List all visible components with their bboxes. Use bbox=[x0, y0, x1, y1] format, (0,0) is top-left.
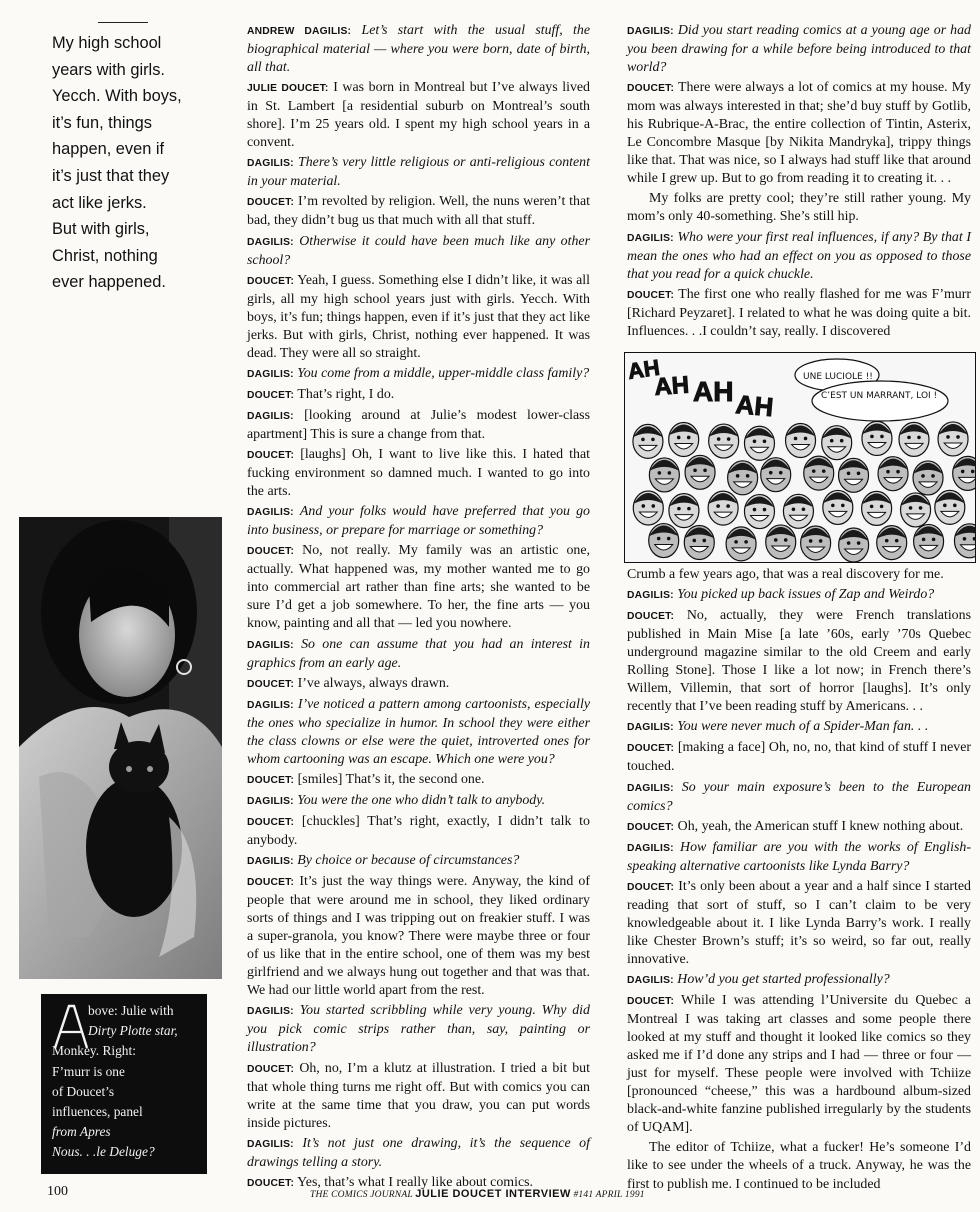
interview-question bbox=[247, 1135, 590, 1172]
footer-issue: #141 APRIL 1991 bbox=[573, 1190, 645, 1200]
speaker-label: DOUCET: bbox=[247, 816, 295, 828]
crowd-figure bbox=[708, 491, 738, 525]
speech-text: I’ve always, always drawn. bbox=[297, 675, 450, 691]
interview-question bbox=[627, 22, 971, 77]
speech-text: Yes, that’s what I really like about comics. bbox=[297, 1174, 533, 1190]
speaker-label: DOUCET: bbox=[627, 821, 675, 833]
interview-answer bbox=[247, 813, 590, 850]
shout-2: AH bbox=[653, 371, 691, 401]
interview-question bbox=[627, 779, 971, 816]
speech-text: So one can assume that you had an interest in graphics from an early age. bbox=[247, 636, 590, 671]
fmurr-comic-panel bbox=[624, 352, 976, 563]
speech-text: So your main exposure’s been to the European comics? bbox=[627, 779, 971, 814]
speaker-label: DOUCET: bbox=[627, 996, 675, 1008]
speaker-label: JULIE DOUCET: bbox=[247, 83, 329, 95]
speaker-label: DAGILIS: bbox=[627, 26, 674, 37]
speech-text: It’s just the way things were. Anyway, the kind of people that were around me in school, they liked ordinary sorts of things and I was tripping out on freakier stuff. I was a super-granola, you know? There were maybe three or four of us like that in the entire school, one of them was my best girlfriend and we always hung out together and that was that. We had our little world apart from the rest. bbox=[247, 874, 590, 999]
pullquote-line: years with girls. bbox=[52, 60, 165, 79]
interview-answer bbox=[247, 79, 590, 152]
speaker-label: DOUCET: bbox=[627, 611, 675, 623]
speech-text: By choice or because of circumstances? bbox=[297, 853, 520, 869]
interview-answer bbox=[247, 193, 590, 230]
speech-text: How familiar are you with the works of English-speaking alternative cartoonists like Lynda Barry? bbox=[627, 839, 971, 874]
interview-answer bbox=[247, 407, 590, 444]
crowd-figure bbox=[935, 490, 965, 524]
crowd-figure bbox=[823, 490, 853, 524]
speech-text: You were the one who didn’t talk to anybody. bbox=[297, 792, 546, 808]
footer-title: JULIE DOUCET INTERVIEW bbox=[415, 1188, 571, 1200]
interview-question bbox=[627, 229, 971, 284]
speech-text: There’s very little religious or anti-religious content in your material. bbox=[247, 155, 590, 190]
speech-text: You picked up back issues of Zap and Weirdo? bbox=[677, 587, 935, 603]
interview-question bbox=[627, 971, 971, 990]
speaker-label: DAGILIS: bbox=[247, 1006, 294, 1018]
crowd-figure bbox=[801, 526, 831, 560]
interview-answer bbox=[627, 79, 971, 188]
page-number: 100 bbox=[47, 1184, 68, 1199]
speech-text: I’m revolted by religion. Well, the nuns weren’t that bad, they didn’t bug us that much with all that stuff. bbox=[247, 194, 590, 229]
shout-4: AH bbox=[734, 389, 775, 423]
speech-text: It’s only been about a year and a half since I started reading that sort of stuff, so I can’t claim to be very knowledgeable about it. I like Lynda Barry’s work. I really like Chester Brown’s stuff; it’s so weird, so far out, really innovative. bbox=[627, 878, 971, 967]
crowd-figure bbox=[804, 456, 834, 490]
interview-answer bbox=[247, 446, 590, 501]
speech-text: While I was attending l’Universite du Quebec a Montreal I was taking art classes and some people there looked at my stuff and thought it looked like comics so they asked me if I’d done any strips and I had — three or four — just for myself. These people were involved with Tchiize [pronounced “cheese,” this was a hardbound album-sized black-and-white fanzine published irregularly by the students of UQAM]. bbox=[627, 993, 971, 1136]
interview-answer bbox=[627, 818, 971, 837]
interview-answer bbox=[627, 878, 971, 969]
running-footer bbox=[310, 1188, 645, 1200]
speech-text: The editor of Tchiize, what a fucker! He’s someone I’d like to see under the wheels of a truck. Anyway, he was the first to publish me. I continued to be included bbox=[627, 1140, 971, 1192]
balloon-bottom: C’EST UN MARRANT, LOI ! bbox=[821, 391, 938, 401]
pullquote-line: Christ, nothing bbox=[52, 246, 158, 265]
caption-text bbox=[52, 1001, 202, 1163]
speech-text: You come from a middle, upper-middle class family? bbox=[297, 365, 590, 381]
interview-answer bbox=[627, 739, 971, 776]
speech-text: That’s right, I do. bbox=[297, 386, 395, 402]
crowd-figure bbox=[728, 461, 758, 495]
speaker-label: DAGILIS: bbox=[627, 722, 674, 734]
interview-question bbox=[247, 233, 590, 270]
speaker-label: DAGILIS: bbox=[247, 1138, 294, 1150]
speech-text: My folks are pretty cool; they’re still rather young. My mom’s only 40-something. She’s still hip. bbox=[627, 191, 971, 225]
speaker-label: DOUCET: bbox=[247, 1063, 295, 1075]
caption-line: influences, panel bbox=[52, 1104, 143, 1120]
crowd-figure bbox=[839, 458, 869, 492]
crowd-figure bbox=[726, 527, 756, 561]
speaker-label: DAGILIS: bbox=[627, 590, 674, 602]
crowd-figure bbox=[899, 422, 929, 456]
interview-question bbox=[247, 696, 590, 769]
crowd-figure bbox=[766, 525, 796, 559]
speaker-label: DAGILIS: bbox=[247, 699, 294, 711]
speaker-label: DAGILIS: bbox=[627, 974, 674, 986]
photo-caption bbox=[41, 994, 207, 1174]
crowd-figure bbox=[685, 455, 715, 489]
speaker-label: DAGILIS: bbox=[627, 842, 674, 854]
crowd-figure bbox=[649, 458, 679, 492]
crowd-figure bbox=[684, 525, 714, 559]
speaker-label: DAGILIS: bbox=[247, 639, 294, 651]
speech-text: There were always a lot of comics at my house. My mom was always interested in that; she’d buy stuff by Gotlib, his Rubrique-A-Brac, the entire collection of Tintin, Asterix, Le Concombre Masque [by Nikita Mandryka], trippy things like that. That was nice, so I always had stuff like that around while I grew up. But to go from reading it to creating it. . . bbox=[627, 80, 971, 187]
interview-answer bbox=[247, 272, 590, 363]
interview-answer bbox=[247, 873, 590, 1000]
crowd-figure bbox=[709, 424, 739, 458]
caption-line: Dirty Plotte star, bbox=[88, 1023, 178, 1039]
speech-text: Otherwise it could have been much like any other school? bbox=[247, 233, 590, 268]
crowd-figure bbox=[862, 491, 892, 525]
crowd-figure bbox=[649, 524, 679, 558]
interview-answer bbox=[627, 992, 971, 1137]
speech-text: Who were your first real influences, if any? By that I mean the ones who had an effect on you as opposed to those that you read for a quick chuckle. bbox=[627, 229, 971, 282]
speaker-label: DOUCET: bbox=[247, 1177, 295, 1189]
interview-question bbox=[247, 792, 590, 811]
speech-text: Oh, no, I’m a klutz at illustration. I tried a bit but that whole thing turns me right off. But with comics you can write at the same time that you draw, you can put words inside pictures. bbox=[247, 1060, 590, 1131]
crowd-figure bbox=[761, 458, 791, 492]
interview-question bbox=[247, 154, 590, 191]
speech-text: Yeah, I guess. Something else I didn’t like, it was all girls, all my high school years just with girls. Yecch. With boys, it’s fun; things happen, even if it’s just that they act like jerks. But with girls, Christ, nothing ever happened. It was dead. They were all so straight. bbox=[247, 272, 590, 361]
interview-answer bbox=[247, 1060, 590, 1133]
speech-text: It’s not just one drawing, it’s the sequence of drawings telling a story. bbox=[247, 1135, 590, 1170]
interview-column-2-top bbox=[627, 22, 971, 343]
speaker-label: DAGILIS: bbox=[627, 232, 674, 244]
speaker-label: DOUCET: bbox=[247, 546, 295, 558]
pullquote-line: act like jerks. bbox=[52, 193, 147, 212]
speech-text: I was born in Montreal but I’ve always lived in St. Lambert [a residential suburb on Montreal’s south shore]. I’m 25 years old. I spent my high school years in a convent. bbox=[247, 80, 591, 151]
crowd-figure bbox=[877, 526, 907, 560]
speaker-label: DOUCET: bbox=[627, 289, 675, 301]
speech-text: You started scribbling while very young. Why did you pick comic strips rather than, say, painting or illustration? bbox=[247, 1003, 590, 1056]
speaker-label: DOUCET: bbox=[247, 389, 295, 401]
speech-text: Let’s start with the usual stuff, the biographical material — where you were born, date of birth, all that. bbox=[247, 23, 590, 76]
speech-text: And your folks would have preferred that you go into business, or prepare for marriage or something? bbox=[247, 504, 590, 539]
crowd-figure bbox=[783, 494, 813, 528]
pullquote-line: happen, even if bbox=[52, 140, 165, 159]
speaker-label: DOUCET: bbox=[627, 83, 675, 95]
interview-question bbox=[247, 22, 590, 77]
speaker-label: DAGILIS: bbox=[247, 795, 294, 807]
pullquote-line: My high school bbox=[52, 34, 162, 52]
pullquote-line: it’s fun, things bbox=[52, 113, 152, 132]
speaker-label: DOUCET: bbox=[247, 450, 295, 462]
crowd-figure bbox=[669, 494, 699, 528]
speech-text: No, actually, they were French translations published in Main Mise [a late ’60s, early ’70s Quebec underground magazine similar to the old Creem and early Rolling Stone]. Those I like a lot now; in French there’s Willem, Villemin, that sort of horror [laughs]. It’s only recently that I’ve been reading stuff by Americans. . . bbox=[627, 608, 971, 715]
speech-text: [making a face] Oh, no, no, that kind of stuff I never touched. bbox=[627, 740, 971, 775]
speech-text: I’ve noticed a pattern among cartoonists, especially the ones who specialize in humor. In school they were either the class clowns or else were the quiet, introverted ones for whom cartooning was an escape. Which one were you? bbox=[247, 696, 590, 767]
pull-quote bbox=[52, 30, 222, 296]
speaker-label: DOUCET: bbox=[247, 275, 295, 287]
crowd-figure bbox=[901, 493, 931, 527]
speaker-label: DOUCET: bbox=[247, 877, 295, 889]
pullquote-rule bbox=[98, 22, 148, 23]
crowd-figure bbox=[669, 422, 699, 456]
speaker-label: DAGILIS: bbox=[247, 856, 294, 868]
speaker-label: DAGILIS: bbox=[247, 507, 294, 519]
interview-answer bbox=[627, 286, 971, 341]
footer-journal: THE COMICS JOURNAL bbox=[310, 1190, 413, 1200]
speaker-label: DOUCET: bbox=[627, 881, 675, 893]
interview-answer bbox=[247, 386, 590, 405]
speech-text: [chuckles] That’s right, exactly, I didn’t talk to anybody. bbox=[247, 813, 590, 848]
caption-line: of Doucet’s bbox=[52, 1083, 115, 1099]
shout-1: AH bbox=[626, 354, 662, 384]
pullquote-line: it’s just that they bbox=[52, 166, 170, 185]
speech-text: How’d you get started professionally? bbox=[677, 971, 890, 987]
caption-line: from Apres bbox=[52, 1124, 111, 1140]
crowd-figure bbox=[822, 426, 852, 460]
photo-julie-with-cat bbox=[19, 517, 222, 979]
speech-text: Crumb a few years ago, that was a real discovery for me. bbox=[627, 567, 944, 582]
interview-question bbox=[247, 636, 590, 673]
speech-text: Did you start reading comics at a young age or had you been drawing for a while before being introduced to that world? bbox=[627, 23, 971, 76]
pullquote-line: ever happened. bbox=[52, 273, 166, 292]
speaker-label: DAGILIS: bbox=[247, 236, 294, 248]
speaker-label: DOUCET: bbox=[247, 197, 295, 209]
speaker-label: DAGILIS: bbox=[247, 410, 294, 422]
crowd-figure bbox=[786, 423, 816, 457]
interview-question bbox=[627, 839, 971, 876]
interview-answer bbox=[247, 771, 590, 790]
crowd-figure bbox=[744, 495, 774, 529]
shout-3: AH bbox=[693, 376, 734, 407]
crowd-figure bbox=[633, 491, 663, 525]
caption-line: Nous. . .le Deluge? bbox=[52, 1144, 155, 1160]
crowd-figure bbox=[914, 524, 944, 558]
interview-paragraph bbox=[627, 1139, 971, 1193]
crowd-figure bbox=[913, 461, 943, 495]
interview-column-1 bbox=[247, 22, 590, 1195]
pullquote-line: Yecch. With boys, bbox=[52, 87, 182, 106]
speaker-label: ANDREW DAGILIS: bbox=[247, 26, 352, 37]
interview-paragraph bbox=[627, 190, 971, 226]
speech-text: Oh, yeah, the American stuff I knew nothing about. bbox=[677, 818, 964, 834]
interview-question bbox=[247, 852, 590, 871]
interview-answer bbox=[247, 542, 590, 633]
speech-text: You were never much of a Spider-Man fan. . . bbox=[677, 719, 929, 735]
caption-line: Monkey. Right: bbox=[52, 1043, 136, 1059]
crowd-figure bbox=[878, 457, 908, 491]
interview-answer bbox=[627, 607, 971, 716]
caption-line: bove: Julie with bbox=[88, 1003, 174, 1018]
interview-answer bbox=[247, 675, 590, 694]
crowd-figure bbox=[839, 528, 869, 562]
interview-question bbox=[247, 503, 590, 540]
speaker-label: DAGILIS: bbox=[247, 158, 294, 170]
interview-column-2-bottom bbox=[627, 566, 971, 1196]
speaker-label: DOUCET: bbox=[247, 774, 295, 786]
speech-text: [looking around at Julie’s modest lower-class apartment] This is sure a change from that. bbox=[247, 407, 590, 442]
speech-text: The first one who really flashed for me was F’murr [Richard Peyzaret]. I related to what he was doing quite a bit. Influences. . .I couldn’t say, really. I discovered bbox=[627, 286, 971, 339]
speech-text: [smiles] That’s it, the second one. bbox=[297, 771, 485, 787]
speaker-label: DAGILIS: bbox=[247, 368, 294, 380]
crowd-figure bbox=[633, 424, 663, 458]
pullquote-line: But with girls, bbox=[52, 220, 150, 239]
speech-text: [laughs] Oh, I want to live like this. I hated that fucking environment so damned much. I wanted to go into the arts. bbox=[247, 447, 590, 500]
speaker-label: DOUCET: bbox=[247, 678, 295, 690]
interview-question bbox=[627, 718, 971, 737]
balloon-top: UNE LUCIOLE !! bbox=[803, 372, 873, 382]
speaker-label: DOUCET: bbox=[627, 743, 675, 755]
interview-paragraph bbox=[627, 566, 971, 584]
crowd-figure bbox=[744, 426, 774, 460]
interview-question bbox=[247, 365, 590, 384]
crowd-figure bbox=[862, 421, 892, 455]
caption-line: F’murr is one bbox=[52, 1063, 125, 1079]
interview-question bbox=[627, 586, 971, 605]
interview-question bbox=[247, 1002, 590, 1057]
speaker-label: DAGILIS: bbox=[627, 782, 674, 794]
crowd-figure bbox=[938, 422, 968, 456]
speech-text: No, not really. My family was an artistic one, actually. What happened was, my mother wanted me to go into commercial art rather than fine arts; she wanted to be sure I’d get a job somewhere. To her, the fine arts — you know, painting and all that — led you nowhere. bbox=[247, 543, 590, 632]
